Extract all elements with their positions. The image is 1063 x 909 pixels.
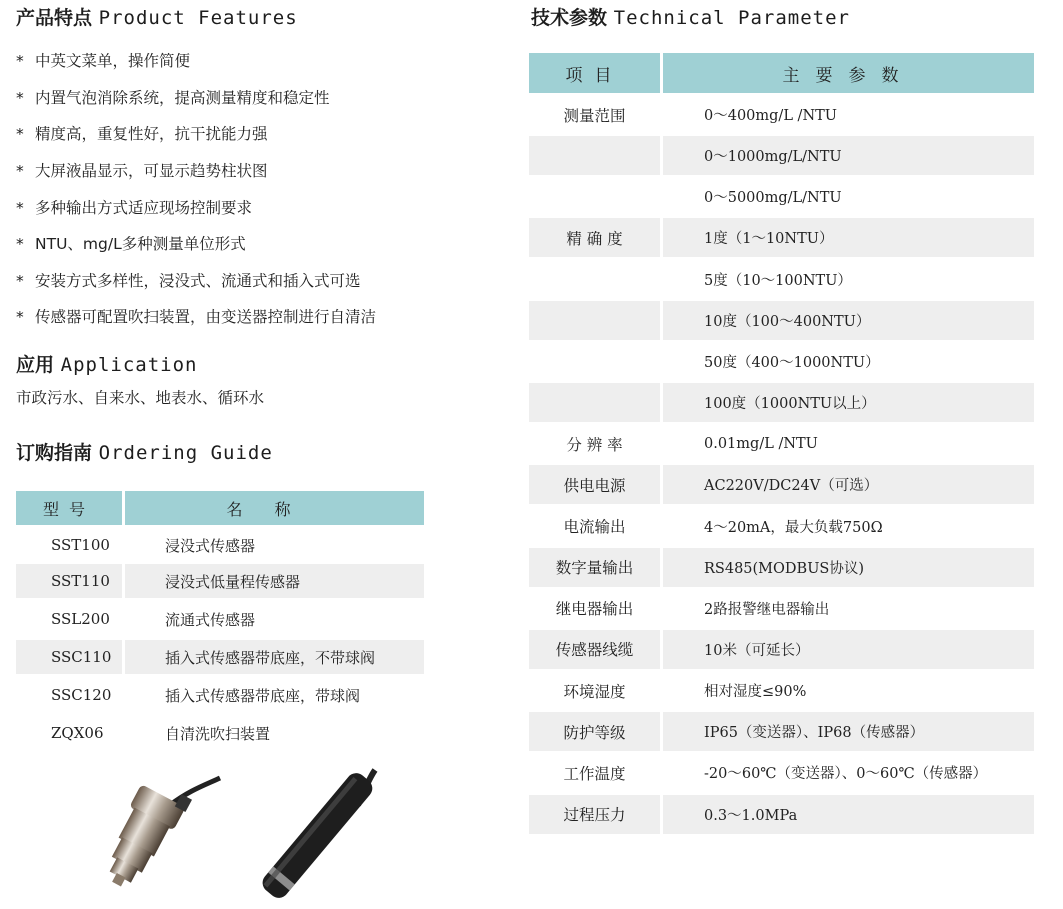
bullet-star: * bbox=[16, 308, 24, 326]
parameter-label: 数字量输出 bbox=[529, 548, 660, 587]
application-title-cn: 应用 bbox=[16, 354, 55, 376]
table-row bbox=[529, 753, 1034, 792]
feature-text: 安装方式多样性，浸没式、流通式和插入式可选 bbox=[35, 272, 361, 290]
table-row bbox=[529, 218, 1034, 257]
model-name: 浸没式传感器 bbox=[165, 536, 256, 555]
parameter-label: 防护等级 bbox=[529, 712, 660, 751]
table-row bbox=[529, 712, 1034, 751]
table-row bbox=[16, 716, 424, 750]
features-title-cn: 产品特点 bbox=[16, 7, 93, 29]
parameter-value: 10米（可延长） bbox=[663, 630, 1034, 669]
parameter-label bbox=[529, 136, 660, 175]
stainless-sensor-image bbox=[60, 770, 230, 900]
feature-text: 多种输出方式适应现场控制要求 bbox=[35, 199, 253, 217]
parameter-value: 相对湿度≤90% bbox=[704, 684, 807, 701]
parameter-label: 供电电源 bbox=[529, 465, 660, 504]
feature-item bbox=[16, 159, 268, 181]
features-title-en: Product Features bbox=[98, 7, 298, 29]
table-row bbox=[529, 465, 1034, 504]
feature-item bbox=[16, 269, 361, 291]
parameter-label: 工作温度 bbox=[563, 764, 626, 783]
parameter-value: 5度（10～100NTU） bbox=[704, 272, 852, 289]
parameter-label bbox=[529, 383, 660, 422]
model-name: 自清洗吹扫装置 bbox=[165, 724, 271, 743]
table-row bbox=[529, 136, 1034, 175]
table-row bbox=[529, 383, 1034, 422]
model-name: 插入式传感器带底座，带球阀 bbox=[165, 686, 361, 705]
table-row bbox=[16, 602, 424, 636]
parameter-value: RS485(MODBUS协议) bbox=[663, 548, 1034, 587]
table-row bbox=[16, 564, 424, 598]
table-row bbox=[529, 795, 1034, 834]
parameter-value: 50度（400～1000NTU） bbox=[704, 354, 880, 371]
parameter-value: 4～20mA，最大负载750Ω bbox=[704, 519, 883, 536]
parameter-value: 0～400mg/L /NTU bbox=[704, 108, 838, 124]
table-row bbox=[16, 678, 424, 712]
parameter-label: 测量范围 bbox=[563, 106, 626, 125]
bullet-star: * bbox=[16, 89, 24, 107]
parameter-value: AC220V/DC24V（可选） bbox=[663, 465, 1034, 504]
model-code: SSL200 bbox=[51, 610, 110, 628]
technical-header-item: 项目 bbox=[529, 53, 660, 93]
features-title bbox=[16, 3, 298, 30]
parameter-label: 继电器输出 bbox=[555, 600, 634, 619]
bullet-star: * bbox=[16, 235, 24, 253]
technical-title-cn: 技术参数 bbox=[531, 7, 608, 29]
technical-title-en: Technical Parameter bbox=[613, 7, 850, 29]
black-immersion-sensor-image bbox=[240, 765, 390, 900]
feature-text: 中英文菜单，操作简便 bbox=[35, 52, 191, 70]
table-row bbox=[529, 177, 1034, 216]
parameter-value: 1度（1～10NTU） bbox=[663, 218, 1034, 257]
feature-text: 精度高，重复性好，抗干扰能力强 bbox=[35, 125, 268, 143]
feature-item bbox=[16, 305, 376, 327]
table-row bbox=[16, 530, 424, 560]
model-name: 插入式传感器带底座，不带球阀 bbox=[125, 640, 424, 674]
feature-text: 内置气泡消除系统，提高测量精度和稳定性 bbox=[35, 89, 330, 107]
parameter-label bbox=[529, 301, 660, 340]
parameter-value: 100度（1000NTU以上） bbox=[663, 383, 1034, 422]
table-row bbox=[529, 342, 1034, 381]
table-row bbox=[529, 548, 1034, 587]
application-title-en: Application bbox=[60, 354, 198, 376]
table-row bbox=[529, 671, 1034, 710]
model-code: SSC120 bbox=[51, 686, 112, 704]
technical-title bbox=[531, 3, 850, 30]
parameter-label: 电流输出 bbox=[563, 518, 626, 536]
model-name: 浸没式低量程传感器 bbox=[125, 564, 424, 598]
ordering-header-model: 型号 bbox=[16, 491, 122, 525]
technical-table bbox=[529, 53, 1034, 825]
parameter-value: 0.3～1.0MPa bbox=[663, 795, 1034, 834]
table-row bbox=[529, 630, 1034, 669]
feature-item bbox=[16, 49, 190, 71]
parameter-value: 0.01mg/L /NTU bbox=[704, 435, 818, 452]
model-name: 流通式传感器 bbox=[165, 610, 256, 629]
parameter-label: 分 辨 率 bbox=[566, 435, 623, 454]
ordering-title-cn: 订购指南 bbox=[16, 442, 93, 464]
feature-text: NTU、mg/L多种测量单位形式 bbox=[35, 235, 246, 253]
parameter-value: 0～1000mg/L/NTU bbox=[663, 136, 1034, 175]
parameter-label: 传感器线缆 bbox=[529, 630, 660, 669]
parameter-value: 2路报警继电器输出 bbox=[704, 601, 830, 618]
technical-table-header bbox=[529, 53, 1034, 93]
bullet-star: * bbox=[16, 199, 24, 217]
application-title bbox=[16, 350, 197, 377]
bullet-star: * bbox=[16, 125, 24, 143]
parameter-value: -20～60℃（变送器）、0～60℃（传感器） bbox=[704, 766, 988, 783]
parameter-label: 环境湿度 bbox=[563, 682, 626, 701]
model-code: ZQX06 bbox=[51, 724, 104, 742]
parameter-label: 精 确 度 bbox=[529, 218, 660, 257]
feature-text: 大屏液晶显示，可显示趋势柱状图 bbox=[35, 162, 268, 180]
model-code: SST110 bbox=[16, 564, 122, 598]
bullet-star: * bbox=[16, 272, 24, 290]
feature-item bbox=[16, 232, 246, 254]
model-code: SST100 bbox=[51, 536, 110, 554]
table-row bbox=[529, 260, 1034, 299]
ordering-table-header bbox=[16, 491, 424, 525]
feature-text: 传感器可配置吹扫装置，由变送器控制进行自清洁 bbox=[35, 308, 377, 326]
parameter-label bbox=[529, 260, 660, 299]
feature-item bbox=[16, 86, 330, 108]
ordering-title bbox=[16, 438, 273, 465]
table-row bbox=[16, 640, 424, 674]
feature-item bbox=[16, 196, 252, 218]
ordering-table bbox=[16, 491, 424, 743]
bullet-star: * bbox=[16, 162, 24, 180]
feature-item bbox=[16, 122, 268, 144]
parameter-value: 10度（100～400NTU） bbox=[663, 301, 1034, 340]
parameter-label bbox=[529, 177, 660, 216]
table-row bbox=[529, 507, 1034, 546]
application-text: 市政污水、自来水、地表水、循环水 bbox=[16, 389, 265, 407]
technical-header-param: 主要参数 bbox=[663, 53, 1034, 93]
table-row bbox=[529, 424, 1034, 463]
ordering-header-name: 名称 bbox=[125, 491, 424, 525]
parameter-value: 0～5000mg/L/NTU bbox=[704, 190, 842, 207]
model-code: SSC110 bbox=[16, 640, 122, 674]
table-row bbox=[529, 301, 1034, 340]
table-row bbox=[529, 95, 1034, 134]
bullet-star: * bbox=[16, 52, 24, 70]
parameter-label bbox=[529, 342, 660, 381]
table-row bbox=[529, 589, 1034, 628]
parameter-value: IP65（变送器）、IP68（传感器） bbox=[663, 712, 1034, 751]
ordering-title-en: Ordering Guide bbox=[98, 442, 273, 464]
parameter-label: 过程压力 bbox=[529, 795, 660, 834]
